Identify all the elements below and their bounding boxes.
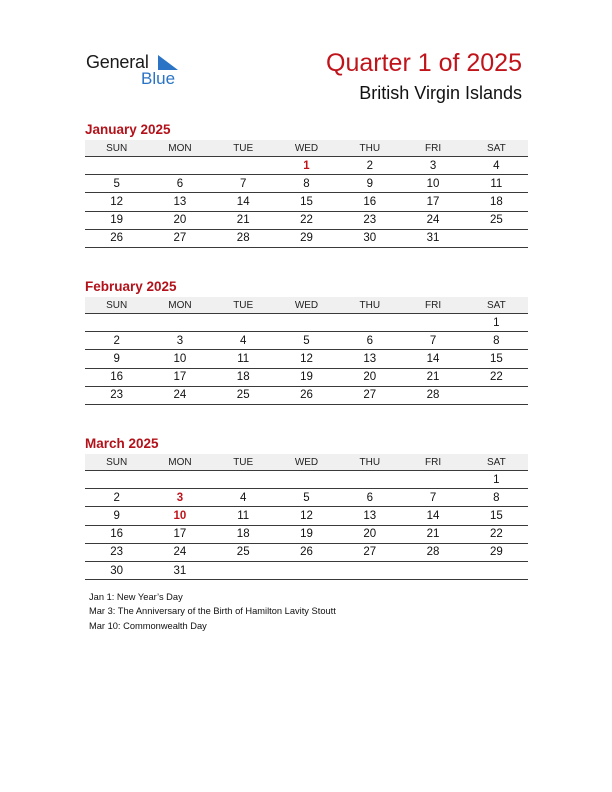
week-row [85, 561, 528, 579]
weekday-header: WED [275, 454, 338, 471]
day-cell: 2 [85, 489, 148, 507]
day-cell: 27 [338, 386, 401, 404]
day-cell: 25 [465, 211, 528, 229]
week-row [85, 314, 528, 332]
month-title: February 2025 [85, 279, 177, 294]
day-cell: 1 [465, 314, 528, 332]
day-cell: 14 [212, 193, 275, 211]
day-cell: 3 [401, 157, 464, 175]
week-row [85, 350, 528, 368]
week-row [85, 229, 528, 247]
day-cell: 28 [401, 386, 464, 404]
day-cell: 12 [85, 193, 148, 211]
month-title: January 2025 [85, 122, 171, 137]
day-cell: 24 [401, 211, 464, 229]
week-row [85, 368, 528, 386]
day-cell: 7 [401, 489, 464, 507]
day-cell: 31 [401, 229, 464, 247]
day-cell: 6 [338, 332, 401, 350]
day-cell: 30 [85, 561, 148, 579]
week-row [85, 525, 528, 543]
day-cell: 4 [212, 332, 275, 350]
weekday-header: MON [148, 140, 211, 157]
day-cell: 5 [275, 332, 338, 350]
weekday-header: WED [275, 297, 338, 314]
month-march [85, 435, 528, 580]
empty-day-cell [275, 471, 338, 489]
calendar-table [85, 454, 528, 580]
day-cell: 1 [465, 471, 528, 489]
week-row [85, 193, 528, 211]
day-cell: 21 [401, 368, 464, 386]
weekday-header: WED [275, 140, 338, 157]
day-cell: 17 [401, 193, 464, 211]
empty-day-cell [148, 314, 211, 332]
day-cell: 7 [212, 175, 275, 193]
day-cell: 19 [275, 525, 338, 543]
logo-text-blue: Blue [141, 69, 176, 88]
day-cell: 16 [338, 193, 401, 211]
week-row [85, 211, 528, 229]
day-cell: 8 [275, 175, 338, 193]
day-cell: 30 [338, 229, 401, 247]
day-cell: 7 [401, 332, 464, 350]
weekday-header: SUN [85, 297, 148, 314]
day-cell: 28 [401, 543, 464, 561]
weekday-header: SUN [85, 140, 148, 157]
day-cell: 12 [275, 350, 338, 368]
week-row [85, 507, 528, 525]
day-cell: 29 [275, 229, 338, 247]
holiday-note: Mar 10: Commonwealth Day [89, 620, 207, 631]
weekday-header: MON [148, 297, 211, 314]
empty-day-cell [148, 157, 211, 175]
page-title: Quarter 1 of 2025 [326, 49, 522, 77]
day-cell: 6 [148, 175, 211, 193]
day-cell: 22 [465, 368, 528, 386]
weekday-header: FRI [401, 297, 464, 314]
day-cell: 15 [275, 193, 338, 211]
weekday-header: SAT [465, 140, 528, 157]
month-january [85, 121, 528, 248]
day-cell: 17 [148, 368, 211, 386]
day-cell: 20 [338, 525, 401, 543]
day-cell: 25 [212, 386, 275, 404]
day-cell: 16 [85, 525, 148, 543]
week-row [85, 332, 528, 350]
day-cell: 2 [338, 157, 401, 175]
weekday-header: TUE [212, 454, 275, 471]
week-row [85, 489, 528, 507]
day-cell: 11 [465, 175, 528, 193]
day-cell: 1 [275, 157, 338, 175]
day-cell: 10 [148, 350, 211, 368]
empty-day-cell [212, 157, 275, 175]
weekday-header-row [85, 297, 528, 314]
day-cell: 12 [275, 507, 338, 525]
empty-day-cell [212, 471, 275, 489]
day-cell: 8 [465, 489, 528, 507]
weekday-header-row [85, 140, 528, 157]
weekday-header: MON [148, 454, 211, 471]
weekday-header: SAT [465, 297, 528, 314]
day-cell: 13 [338, 507, 401, 525]
day-cell: 3 [148, 489, 211, 507]
empty-day-cell [148, 471, 211, 489]
day-cell: 26 [85, 229, 148, 247]
day-cell: 6 [338, 489, 401, 507]
day-cell: 29 [465, 543, 528, 561]
weekday-header: SAT [465, 454, 528, 471]
day-cell: 14 [401, 350, 464, 368]
day-cell: 5 [275, 489, 338, 507]
empty-day-cell [401, 471, 464, 489]
day-cell: 18 [212, 525, 275, 543]
weekday-header: FRI [401, 454, 464, 471]
day-cell: 13 [148, 193, 211, 211]
day-cell: 20 [338, 368, 401, 386]
day-cell: 4 [212, 489, 275, 507]
day-cell: 22 [465, 525, 528, 543]
day-cell: 25 [212, 543, 275, 561]
day-cell: 11 [212, 350, 275, 368]
empty-day-cell [85, 314, 148, 332]
empty-day-cell [465, 229, 528, 247]
day-cell: 21 [212, 211, 275, 229]
logo-text-general: General [86, 52, 149, 72]
day-cell: 9 [85, 507, 148, 525]
day-cell: 9 [85, 350, 148, 368]
day-cell: 24 [148, 543, 211, 561]
day-cell: 31 [148, 561, 211, 579]
week-row [85, 386, 528, 404]
holiday-note: Jan 1: New Year’s Day [89, 592, 183, 602]
weekday-header: TUE [212, 297, 275, 314]
day-cell: 19 [85, 211, 148, 229]
day-cell: 8 [465, 332, 528, 350]
day-cell: 23 [85, 386, 148, 404]
day-cell: 19 [275, 368, 338, 386]
empty-day-cell [212, 314, 275, 332]
day-cell: 3 [148, 332, 211, 350]
empty-day-cell [338, 471, 401, 489]
day-cell: 14 [401, 507, 464, 525]
weekday-header-row [85, 454, 528, 471]
weekday-header: SUN [85, 454, 148, 471]
week-row [85, 175, 528, 193]
weekday-header: THU [338, 297, 401, 314]
month-title: March 2025 [85, 436, 159, 451]
day-cell: 26 [275, 543, 338, 561]
calendar-table [85, 140, 528, 248]
day-cell: 13 [338, 350, 401, 368]
empty-day-cell [401, 561, 464, 579]
empty-day-cell [275, 314, 338, 332]
empty-day-cell [465, 386, 528, 404]
day-cell: 28 [212, 229, 275, 247]
day-cell: 2 [85, 332, 148, 350]
day-cell: 5 [85, 175, 148, 193]
day-cell: 16 [85, 368, 148, 386]
day-cell: 17 [148, 525, 211, 543]
week-row [85, 543, 528, 561]
week-row [85, 471, 528, 489]
day-cell: 4 [465, 157, 528, 175]
day-cell: 10 [401, 175, 464, 193]
holiday-notes [89, 590, 336, 633]
empty-day-cell [85, 157, 148, 175]
day-cell: 20 [148, 211, 211, 229]
day-cell: 11 [212, 507, 275, 525]
empty-day-cell [275, 561, 338, 579]
day-cell: 15 [465, 507, 528, 525]
weekday-header: THU [338, 454, 401, 471]
day-cell: 18 [212, 368, 275, 386]
empty-day-cell [338, 314, 401, 332]
holiday-note: Mar 3: The Anniversary of the Birth of Hamilton Lavity Stoutt [89, 606, 336, 617]
day-cell: 15 [465, 350, 528, 368]
day-cell: 9 [338, 175, 401, 193]
empty-day-cell [85, 471, 148, 489]
day-cell: 27 [338, 543, 401, 561]
weekday-header: TUE [212, 140, 275, 157]
calendar-table [85, 297, 528, 405]
day-cell: 24 [148, 386, 211, 404]
weekday-header: FRI [401, 140, 464, 157]
generalblue-logo [86, 52, 186, 92]
day-cell: 10 [148, 507, 211, 525]
day-cell: 26 [275, 386, 338, 404]
month-february [85, 278, 528, 405]
day-cell: 23 [338, 211, 401, 229]
day-cell: 23 [85, 543, 148, 561]
day-cell: 21 [401, 525, 464, 543]
day-cell: 18 [465, 193, 528, 211]
empty-day-cell [401, 314, 464, 332]
empty-day-cell [338, 561, 401, 579]
empty-day-cell [465, 561, 528, 579]
day-cell: 27 [148, 229, 211, 247]
weekday-header: THU [338, 140, 401, 157]
day-cell: 22 [275, 211, 338, 229]
week-row [85, 157, 528, 175]
empty-day-cell [212, 561, 275, 579]
page-subtitle: British Virgin Islands [359, 83, 522, 103]
